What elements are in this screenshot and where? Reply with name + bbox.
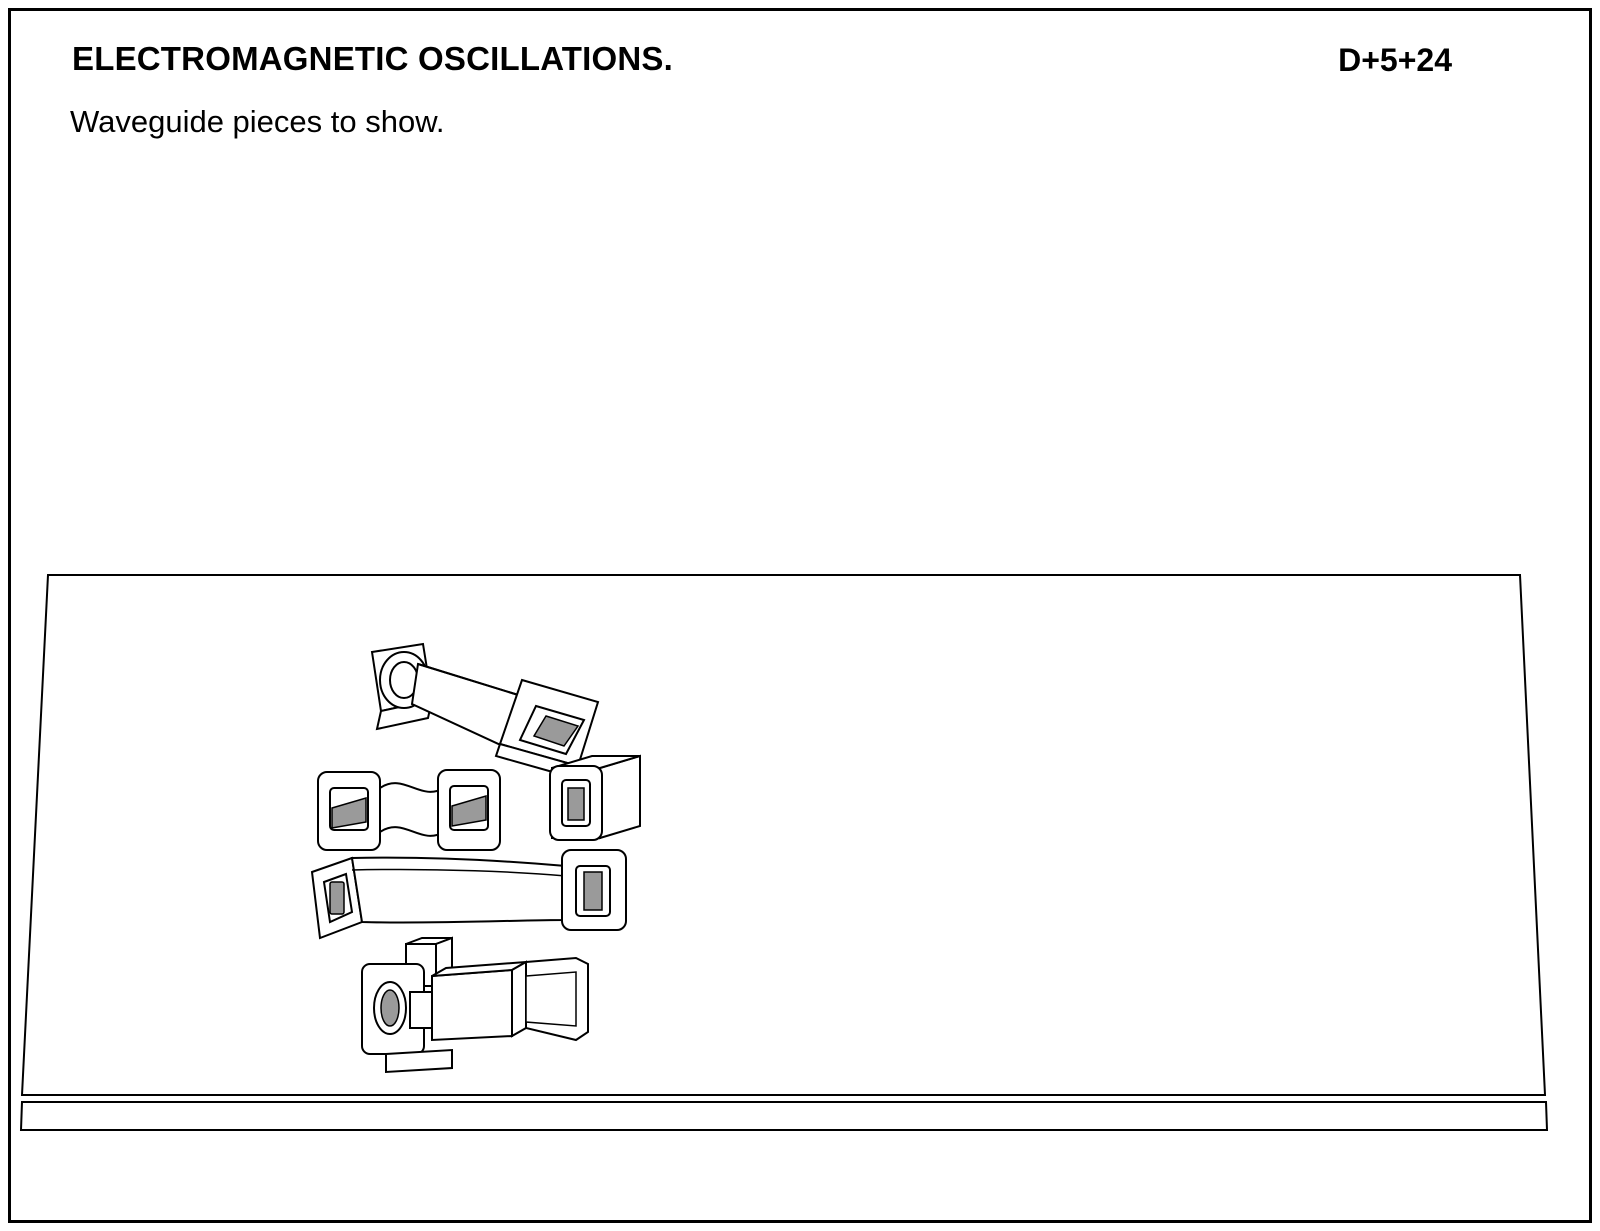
- aperture: [381, 990, 399, 1026]
- aperture: [584, 872, 602, 910]
- aperture: [568, 788, 584, 820]
- demo-code: D+5+24: [1338, 42, 1452, 78]
- aperture: [330, 882, 344, 914]
- page-subtitle: Waveguide pieces to show.: [70, 104, 445, 139]
- bench-edge: [21, 1102, 1547, 1130]
- short-straight-waveguide: [550, 756, 640, 840]
- bench-surface: [22, 575, 1545, 1095]
- page-title: ELECTROMAGNETIC OSCILLATIONS.: [72, 40, 674, 77]
- waveguide-scene: [0, 540, 1600, 1140]
